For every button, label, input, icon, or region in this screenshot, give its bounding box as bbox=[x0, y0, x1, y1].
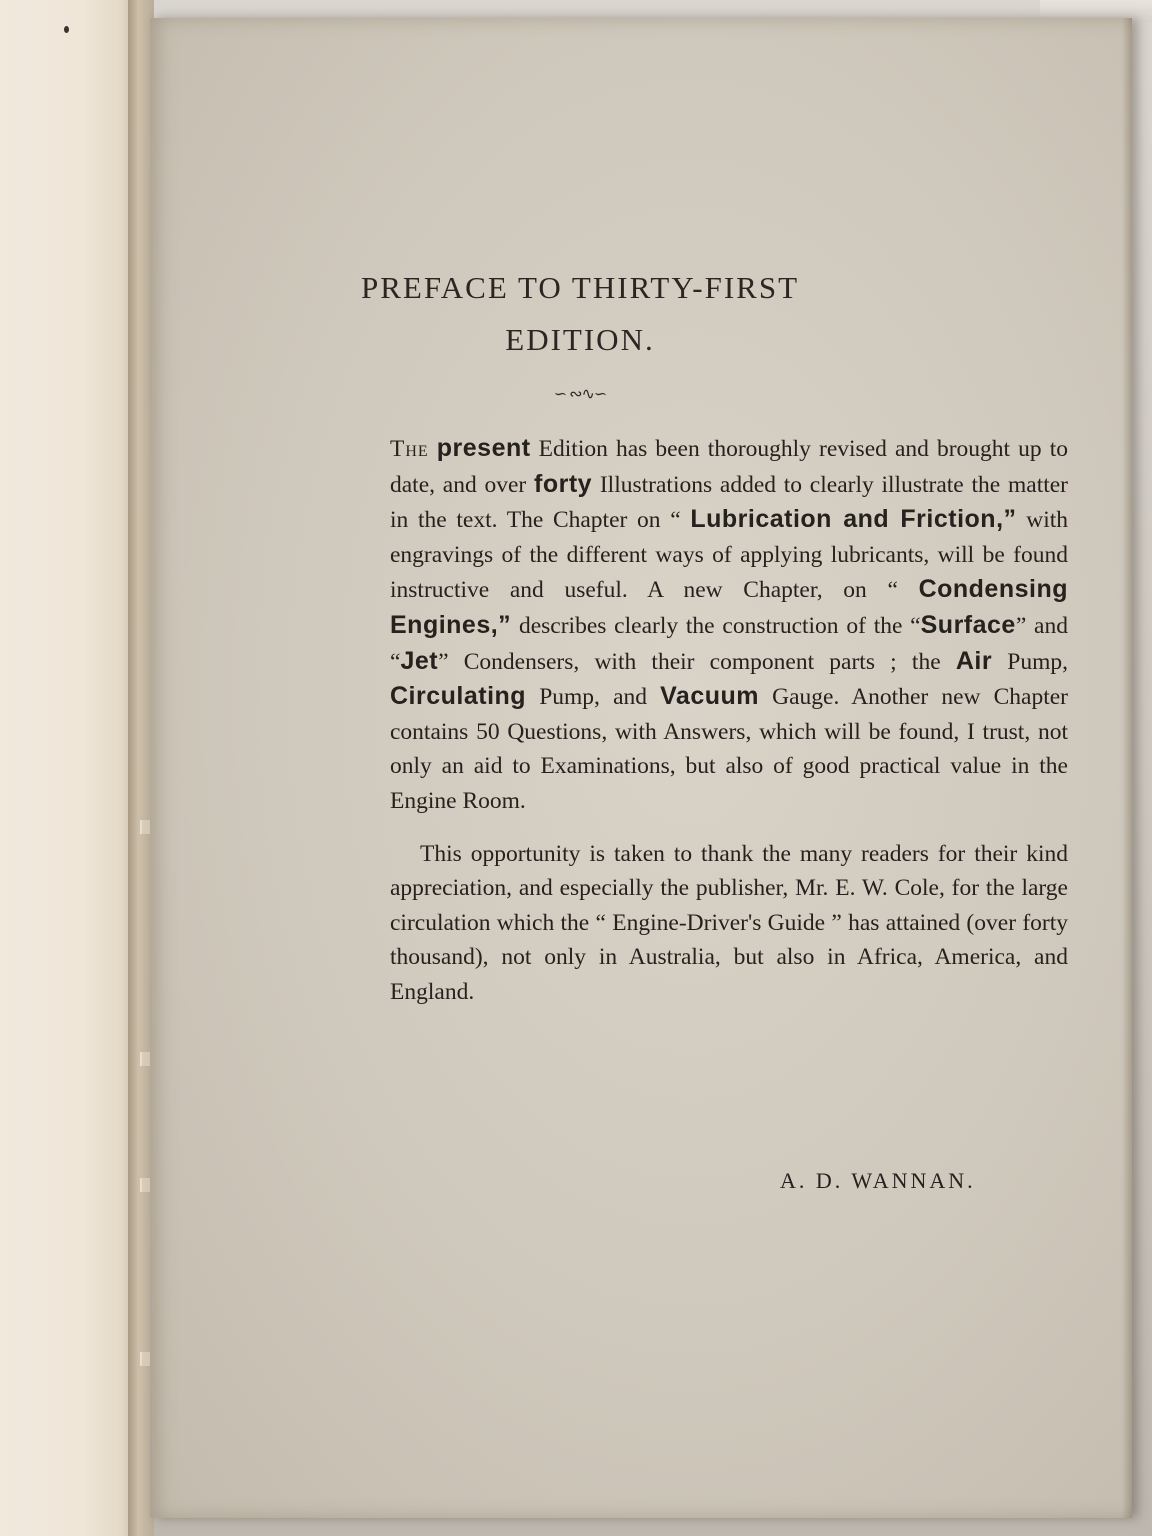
bold-word: Surface bbox=[920, 610, 1016, 639]
text-run: Pump, bbox=[992, 648, 1068, 675]
bold-word: Circulating bbox=[390, 682, 527, 711]
ink-spot bbox=[64, 26, 69, 33]
ornament-divider: ∽ ∾∿∽ bbox=[553, 386, 607, 403]
bold-word: Vacuum bbox=[660, 682, 760, 711]
bold-phrase: Condensing Engines,” bbox=[390, 575, 1068, 639]
inside-front-cover bbox=[0, 0, 138, 1536]
lead-word: The bbox=[390, 436, 429, 462]
paragraph-2: This opportunity is taken to thank the many readers for their kind appreciation, and especially the publisher, Mr. E. W. Cole, for the large circulation which the “ Engine-Driver's Guide ” has attained (over forty thousand), not only in Australia, but also in Africa, America, and England. bbox=[390, 840, 1068, 1005]
preface-body bbox=[390, 431, 1068, 1010]
text-run: ” Condensers, with their component parts ; the bbox=[438, 648, 956, 675]
bold-word: Air bbox=[955, 646, 993, 675]
bold-word: present bbox=[436, 434, 531, 462]
author-signature: A. D. WANNAN. bbox=[780, 1168, 976, 1193]
text-run: Edition has been thoroughly revised and brought up to date, and over bbox=[390, 436, 1069, 498]
text-run: Pump, and bbox=[526, 684, 661, 711]
title-line-2: EDITION. bbox=[505, 322, 655, 357]
page-title bbox=[300, 262, 860, 366]
text-run: Gauge. Another new Chapter contains 50 Questions, with Answers, which will be found, I trust, not only an aid to Examinations, but also of good practical value in the Engine Room. bbox=[390, 684, 1068, 814]
title-line-1: PREFACE TO THIRTY-FIRST bbox=[360, 270, 800, 305]
page-edge-shadow bbox=[1122, 18, 1132, 1518]
text-run: ” and “ bbox=[390, 612, 1068, 675]
text-run: with engravings of the different ways of applying lubricants, will be found instructive and useful. A new Chapter, on “ bbox=[390, 507, 1068, 604]
text-run: Illustrations added to clearly illustrate the matter in the text. The Chapter on “ bbox=[390, 471, 1069, 534]
text-run: describes clearly the construction of the “ bbox=[511, 612, 921, 639]
paragraph-1 bbox=[390, 431, 1068, 819]
bold-word: forty bbox=[534, 469, 593, 498]
bold-phrase: Lubrication and Friction,” bbox=[690, 505, 1017, 534]
bold-word: Jet bbox=[400, 646, 439, 675]
